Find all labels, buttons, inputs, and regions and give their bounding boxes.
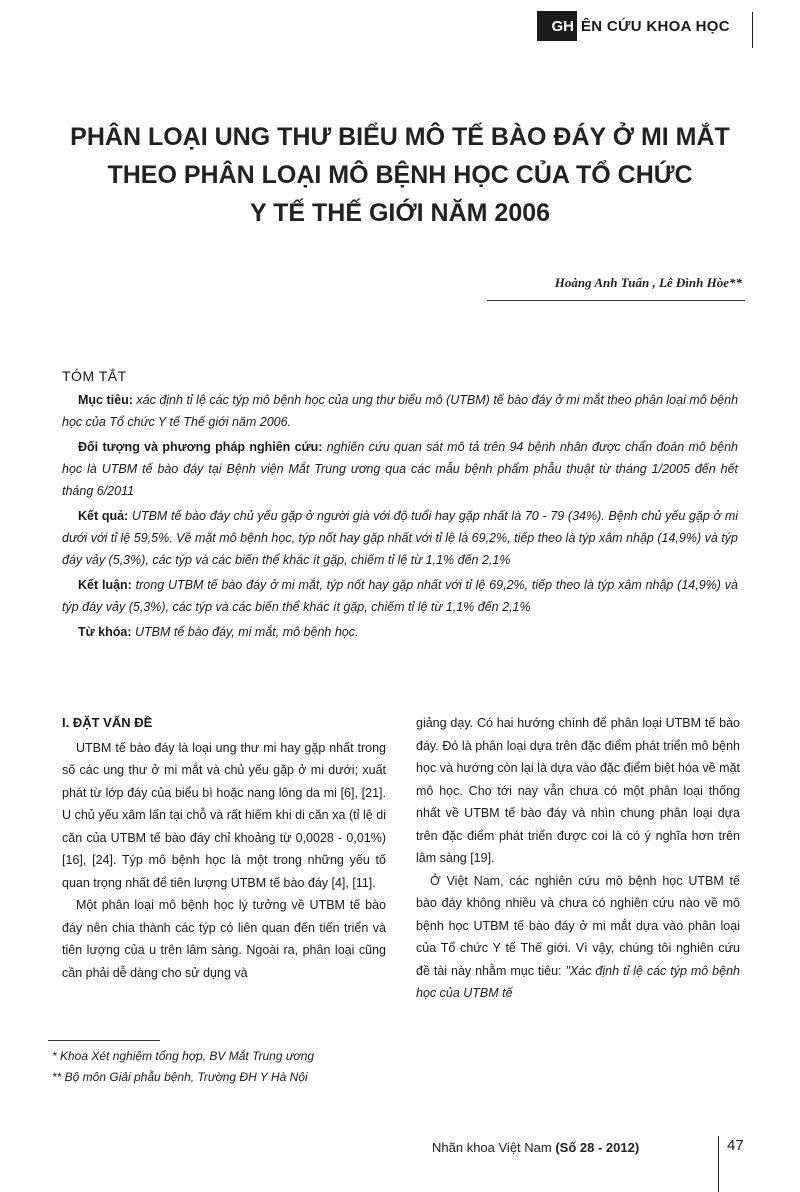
page-number: 47 xyxy=(727,1137,744,1154)
title-line-3: Y TẾ THẾ GIỚI NĂM 2006 xyxy=(249,199,551,227)
footnote-1: * Khoa Xét nghiệm tổng hợp, BV Mắt Trung ương xyxy=(52,1049,315,1063)
section-title: I. ĐẶT VẤN ĐỀ xyxy=(62,715,153,730)
body-column-left xyxy=(62,712,386,984)
abstract xyxy=(62,389,738,646)
body-paragraph-2: Một phân loại mô bệnh học lý tưởng về UTBM tế bào đáy nên chia thành các týp có liên quan đến tiến triển và tiên lượng của u trên lâm sàng. Ngoài ra, phân loại cũng cần phải dễ dàng cho sử dụng và xyxy=(62,898,386,980)
body-column-right xyxy=(416,712,740,1005)
footnote-rule xyxy=(48,1040,160,1041)
header-dark-block: GH xyxy=(537,11,577,41)
footnote-2: ** Bộ môn Giải phẫu bệnh, Trường ĐH Y Hà Nội xyxy=(52,1070,308,1084)
article-title xyxy=(40,118,760,232)
page-divider xyxy=(718,1136,719,1192)
abstract-keywords: Từ khóa: UTBM tế bào đáy, mi mắt, mô bệnh học. xyxy=(78,625,359,639)
abstract-methods: Đối tượng và phương pháp nghiên cứu: nghiên cứu quan sát mô tả trên 94 bệnh nhân được chẩn đoán mô bệnh học là UTBM tế bào đáy tại Bệnh viện Mắt Trung ương qua các mẫu bệnh phẩm phẫu thuật từ tháng 1/2005 đến hết tháng 6/2011 xyxy=(62,440,738,498)
title-line-2: THEO PHÂN LOẠI MÔ BỆNH HỌC CỦA TỔ CHỨC xyxy=(107,161,693,189)
footnotes xyxy=(52,1046,392,1088)
abstract-objective: Mục tiêu: xác định tỉ lệ các týp mô bệnh học của ung thư biểu mô (UTBM) tế bào đáy ở mi mắt theo phân loại mô bệnh học của Tổ chức Y tế Thế giới năm 2006. xyxy=(62,393,739,429)
abstract-results: Kết quả: UTBM tế bào đáy chủ yếu gặp ở người già với độ tuổi hay gặp nhất là 70 - 79 (34%). Bệnh chủ yếu gặp ở mi dưới với tỉ lệ 59,5%. Về mặt mô bệnh học, týp nốt hay gặp nhất với tỉ lệ là 69,2%, tiếp theo là týp xâm nhập (14,9%) và týp đáy vảy (5,3%), các týp và các biến thể khác ít gặp, chiếm tỉ lệ từ 1,1% đến 2,1% xyxy=(62,509,739,567)
header-section-label: ÊN CỨU KHOA HỌC xyxy=(581,17,730,35)
body-paragraph-1: UTBM tế bào đáy là loại ung thư mi hay gặp nhất trong số các ung thư ở mi mắt và chủ yếu gặp ở mi dưới; xuất phát từ lớp đáy của biểu bì hoặc nang lông da mi [6], [21]. U chủ yếu xâm lấn tại chỗ và rất hiếm khi di căn xa (tỉ lệ di căn của UTBM tế bào đáy chỉ khoảng từ 0,0028 - 0,01%) [16], [24]. Týp mô bệnh học là một trong những yếu tố quan trọng nhất để tiên lượng UTBM tế bào đáy [4], [11]. xyxy=(62,740,386,890)
body-paragraph-3: Ở Việt Nam, các nghiên cứu mô bệnh học UTBM tế bào đáy không nhiều và chưa có nghiên cứu nào về mô bệnh học UTBM tế bào đáy ở mi mắt dựa vào phân loại của Tổ chức Y tế Thế giới. Vì vậy, chúng tôi nghiên cứu đề tài này nhằm mục tiêu: "Xác định tỉ lệ các týp mô bệnh học của UTBM tế xyxy=(416,873,740,1000)
body-paragraph-2-continued: giảng dạy. Có hai hướng chính để phân loại UTBM tế bào đáy. Đó là phân loại dựa trên đặc điểm phát triển mô bệnh học và hướng còn lại là dựa vào đặc điểm biệt hóa về mặt mô học. Cho tới nay vẫn chưa có một phân loại thống nhất về UTBM tế bào đáy và nhìn chung phân loại dựa trên đặc điểm phát triển được coi là có ý nghĩa hơn trên lâm sàng [19]. xyxy=(416,716,740,865)
authors: Hoàng Anh Tuấn , Lê Đình Hòe** xyxy=(554,275,742,290)
abstract-conclusion: Kết luận: trong UTBM tế bào đáy ở mi mắt, týp nốt hay gặp nhất với tỉ lệ 69,2%, tiếp theo là týp xâm nhập (14,9%) và týp đáy vảy (5,3%), các týp và các biến thể khác ít gặp, chiếm tỉ lệ từ 1,1% đến 2,1% xyxy=(62,578,738,614)
section-header-tag xyxy=(537,10,730,42)
abstract-heading: TÓM TẮT xyxy=(62,368,127,384)
journal-name: Nhãn khoa Việt Nam xyxy=(432,1140,552,1155)
header-divider xyxy=(752,12,753,48)
title-line-1: PHÂN LOẠI UNG THƯ BIỂU MÔ TẾ BÀO ĐÁY Ở MI MẮT xyxy=(70,123,730,151)
journal-footer xyxy=(432,1140,639,1155)
authors-underline xyxy=(487,300,745,301)
journal-issue: (Số 28 - 2012) xyxy=(555,1140,640,1155)
